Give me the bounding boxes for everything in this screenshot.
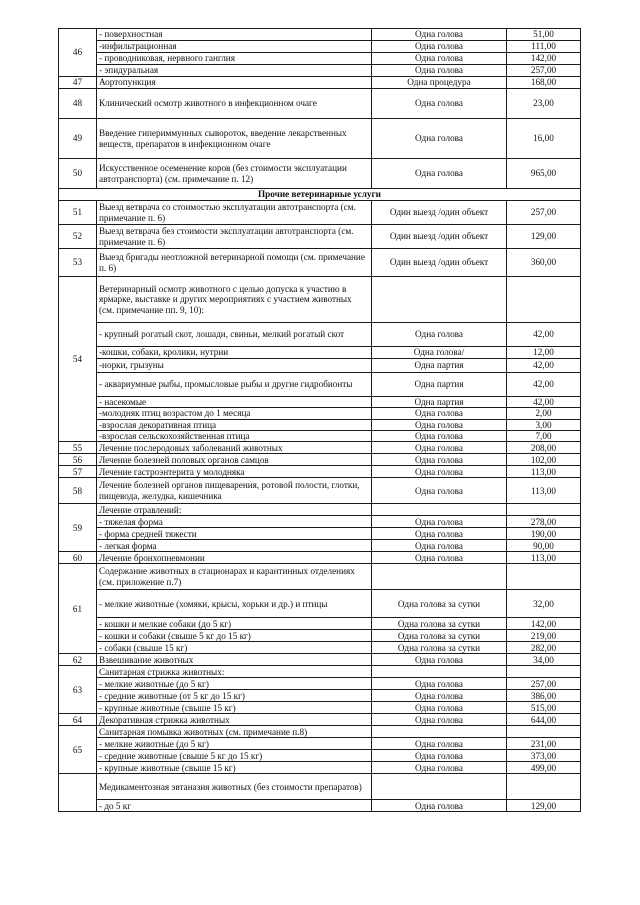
unit-cell: Одна голова за сутки: [372, 642, 507, 654]
service-name: Лечение болезней половых органов самцов: [97, 454, 372, 466]
price-cell: 3,00: [507, 419, 581, 430]
price-cell: [507, 774, 581, 800]
price-cell: [507, 504, 581, 516]
price-cell: 219,00: [507, 630, 581, 642]
service-name: Выезд ветврача со стоимостью эксплуатации автотранспорта (см. примечание п. 6): [97, 201, 372, 225]
unit-cell: Одна голова: [372, 552, 507, 564]
service-name: - средние животные (свыше 5 кг до 15 кг): [97, 750, 372, 762]
price-cell: 278,00: [507, 516, 581, 528]
price-cell: 257,00: [507, 201, 581, 225]
price-cell: 644,00: [507, 714, 581, 726]
section-row: [59, 189, 581, 201]
unit-cell: Одна голова за сутки: [372, 618, 507, 630]
row-number: 51: [59, 201, 97, 225]
table-row: [59, 419, 581, 430]
service-name: Содержание животных в стационарах и карантинных отделениях (см. приложение п.7): [97, 564, 372, 590]
table-row: [59, 528, 581, 540]
table-row: [59, 666, 581, 678]
row-number: [59, 774, 97, 812]
unit-cell: Один выезд /один объект: [372, 249, 507, 277]
price-cell: 190,00: [507, 528, 581, 540]
price-table: [58, 28, 581, 812]
unit-cell: Одна партия: [372, 359, 507, 373]
service-name: Лечение гастроэнтерита у молодняка: [97, 466, 372, 478]
price-cell: 499,00: [507, 762, 581, 774]
price-cell: 965,00: [507, 159, 581, 189]
price-cell: 23,00: [507, 89, 581, 119]
service-name: Взвешивание животных: [97, 654, 372, 666]
table-row: [59, 29, 581, 41]
unit-cell: Одна голова: [372, 466, 507, 478]
table-row: [59, 408, 581, 419]
unit-cell: Одна голова: [372, 678, 507, 690]
unit-cell: Одна партия: [372, 373, 507, 397]
unit-cell: [372, 726, 507, 738]
row-number: 58: [59, 478, 97, 504]
price-cell: 113,00: [507, 466, 581, 478]
unit-cell: Одна голова: [372, 53, 507, 65]
table-row: [59, 590, 581, 618]
row-number: 47: [59, 77, 97, 89]
price-cell: 373,00: [507, 750, 581, 762]
unit-cell: Одна голова: [372, 419, 507, 430]
table-row: [59, 373, 581, 397]
unit-cell: Одна голова за сутки: [372, 630, 507, 642]
table-row: [59, 552, 581, 564]
service-name: Ветеринарный осмотр животного с целью допуска к участию в ярмарке, выставке и других мероприятиях с участием животных (см. примечание пп. 9, 10):: [97, 277, 372, 323]
service-name: - крупные животные (свыше 15 кг): [97, 702, 372, 714]
table-row: [59, 41, 581, 53]
service-name: - мелкие животные (хомяки, крысы, хорьки и др.) и птицы: [97, 590, 372, 618]
price-cell: 16,00: [507, 119, 581, 159]
price-cell: 168,00: [507, 77, 581, 89]
unit-cell: Одна голова: [372, 714, 507, 726]
price-cell: 129,00: [507, 800, 581, 812]
price-cell: 42,00: [507, 397, 581, 408]
service-name: Искусственное осеменение коров (без стоимости эксплуатации автотранспорта) (см. примечание п. 12): [97, 159, 372, 189]
service-name: Лечение бронхопневмонии: [97, 552, 372, 564]
unit-cell: Одна голова: [372, 702, 507, 714]
service-name: -кошки, собаки, кролики, нутрии: [97, 347, 372, 359]
price-cell: [507, 726, 581, 738]
table-row: [59, 347, 581, 359]
price-cell: 113,00: [507, 552, 581, 564]
unit-cell: Одна голова: [372, 540, 507, 552]
service-name: - кошки и собаки (свыше 5 кг до 15 кг): [97, 630, 372, 642]
table-row: [59, 53, 581, 65]
price-cell: 42,00: [507, 359, 581, 373]
table-row: [59, 65, 581, 77]
service-name: - легкая форма: [97, 540, 372, 552]
unit-cell: Одна голова: [372, 800, 507, 812]
unit-cell: Одна голова: [372, 478, 507, 504]
unit-cell: Одна голова: [372, 65, 507, 77]
service-name: - эпидуральная: [97, 65, 372, 77]
unit-cell: Одна голова: [372, 442, 507, 454]
table-row: [59, 442, 581, 454]
table-row: [59, 800, 581, 812]
unit-cell: Одна голова: [372, 516, 507, 528]
unit-cell: [372, 504, 507, 516]
unit-cell: Одна голова: [372, 408, 507, 419]
service-name: Санитарная помывка животных (см. примечание п.8): [97, 726, 372, 738]
price-cell: 102,00: [507, 454, 581, 466]
unit-cell: [372, 277, 507, 323]
service-name: -норки, грызуны: [97, 359, 372, 373]
service-name: Лечение отравлений:: [97, 504, 372, 516]
unit-cell: [372, 774, 507, 800]
table-row: [59, 478, 581, 504]
price-cell: 386,00: [507, 690, 581, 702]
table-row: [59, 774, 581, 800]
table-row: [59, 540, 581, 552]
service-name: Санитарная стрижка животных:: [97, 666, 372, 678]
table-row: [59, 397, 581, 408]
service-name: - до 5 кг: [97, 800, 372, 812]
service-name: - крупные животные (свыше 15 кг): [97, 762, 372, 774]
row-number: 65: [59, 726, 97, 774]
service-name: - кошки и мелкие собаки (до 5 кг): [97, 618, 372, 630]
table-row: [59, 466, 581, 478]
price-cell: 42,00: [507, 323, 581, 347]
price-cell: 142,00: [507, 53, 581, 65]
table-row: [59, 714, 581, 726]
service-name: Лечение послеродовых заболеваний животных: [97, 442, 372, 454]
price-cell: 208,00: [507, 442, 581, 454]
unit-cell: [372, 666, 507, 678]
table-row: [59, 762, 581, 774]
row-number: 64: [59, 714, 97, 726]
table-row: [59, 642, 581, 654]
service-name: Выезд ветврача без стоимости эксплуатации автотранспорта (см. примечание п. 6): [97, 225, 372, 249]
table-row: [59, 504, 581, 516]
table-row: [59, 89, 581, 119]
row-number: 60: [59, 552, 97, 564]
service-name: Аортопункция: [97, 77, 372, 89]
table-row: [59, 618, 581, 630]
table-row: [59, 564, 581, 590]
row-number: 49: [59, 119, 97, 159]
row-number: 61: [59, 564, 97, 654]
price-cell: 2,00: [507, 408, 581, 419]
row-number: 53: [59, 249, 97, 277]
service-name: -взрослая сельскохозяйственная птица: [97, 430, 372, 441]
unit-cell: Одна голова: [372, 738, 507, 750]
row-number: 59: [59, 504, 97, 552]
unit-cell: Один выезд /один объект: [372, 225, 507, 249]
unit-cell: Одна голова: [372, 323, 507, 347]
price-cell: 32,00: [507, 590, 581, 618]
unit-cell: Одна голова: [372, 119, 507, 159]
unit-cell: Одна голова: [372, 654, 507, 666]
table-row: [59, 225, 581, 249]
table-row: [59, 430, 581, 441]
service-name: - крупный рогатый скот, лошади, свиньи, мелкий рогатый скот: [97, 323, 372, 347]
unit-cell: Одна голова: [372, 762, 507, 774]
row-number: 48: [59, 89, 97, 119]
price-cell: 282,00: [507, 642, 581, 654]
row-number: 63: [59, 666, 97, 714]
unit-cell: Одна голова: [372, 29, 507, 41]
price-cell: 231,00: [507, 738, 581, 750]
unit-cell: Одна голова: [372, 528, 507, 540]
price-cell: 7,00: [507, 430, 581, 441]
price-cell: [507, 277, 581, 323]
table-row: [59, 738, 581, 750]
table-row: [59, 654, 581, 666]
service-name: - аквариумные рыбы, промысловые рыбы и другие гидробионты: [97, 373, 372, 397]
service-name: - мелкие животные (до 5 кг): [97, 738, 372, 750]
section-title: Прочие ветеринарные услуги: [59, 189, 581, 201]
service-name: Медикаментозная эвтаназия животных (без стоимости препаратов): [97, 774, 372, 800]
service-name: Лечение болезней органов пищеварения, ротовой полости, глотки, пищевода, желудка, кишечника: [97, 478, 372, 504]
service-name: - мелкие животные (до 5 кг): [97, 678, 372, 690]
table-row: [59, 702, 581, 714]
service-name: - средние животные (от 5 кг до 15 кг): [97, 690, 372, 702]
unit-cell: [372, 564, 507, 590]
unit-cell: Один выезд /один объект: [372, 201, 507, 225]
service-name: -молодняк птиц возрастом до 1 месяца: [97, 408, 372, 419]
price-cell: 257,00: [507, 65, 581, 77]
table-row: [59, 359, 581, 373]
unit-cell: Одна голова за сутки: [372, 590, 507, 618]
price-cell: 42,00: [507, 373, 581, 397]
unit-cell: Одна процедура: [372, 77, 507, 89]
unit-cell: Одна голова: [372, 41, 507, 53]
unit-cell: Одна голова: [372, 89, 507, 119]
price-cell: 111,00: [507, 41, 581, 53]
price-cell: [507, 564, 581, 590]
table-row: [59, 201, 581, 225]
service-name: - собаки (свыше 15 кг): [97, 642, 372, 654]
price-cell: 142,00: [507, 618, 581, 630]
price-cell: 129,00: [507, 225, 581, 249]
price-cell: 515,00: [507, 702, 581, 714]
row-number: 62: [59, 654, 97, 666]
service-name: Клинический осмотр животного в инфекционном очаге: [97, 89, 372, 119]
service-name: - форма средней тяжести: [97, 528, 372, 540]
table-row: [59, 678, 581, 690]
service-name: - насекомые: [97, 397, 372, 408]
row-number: 57: [59, 466, 97, 478]
service-name: -инфильтрационная: [97, 41, 372, 53]
table-row: [59, 690, 581, 702]
price-cell: 34,00: [507, 654, 581, 666]
service-name: Выезд бригады неотложной ветеринарной помощи (см. примечание п. 6): [97, 249, 372, 277]
unit-cell: Одна голова: [372, 454, 507, 466]
row-number: 54: [59, 277, 97, 442]
table-row: [59, 119, 581, 159]
row-number: 52: [59, 225, 97, 249]
price-cell: 257,00: [507, 678, 581, 690]
table-row: [59, 249, 581, 277]
unit-cell: Одна партия: [372, 397, 507, 408]
table-row: [59, 77, 581, 89]
unit-cell: Одна голова: [372, 159, 507, 189]
price-cell: 51,00: [507, 29, 581, 41]
row-number: 56: [59, 454, 97, 466]
row-number: 55: [59, 442, 97, 454]
table-row: [59, 516, 581, 528]
service-name: - тяжелая форма: [97, 516, 372, 528]
price-cell: [507, 666, 581, 678]
service-name: - поверхностная: [97, 29, 372, 41]
unit-cell: Одна голова: [372, 690, 507, 702]
row-number: 50: [59, 159, 97, 189]
table-row: [59, 726, 581, 738]
service-name: -взрослая декоративная птица: [97, 419, 372, 430]
price-cell: 90,00: [507, 540, 581, 552]
price-cell: 113,00: [507, 478, 581, 504]
unit-cell: Одна голова/: [372, 347, 507, 359]
table-row: [59, 277, 581, 323]
row-number: 46: [59, 29, 97, 77]
table-row: [59, 323, 581, 347]
table-row: [59, 159, 581, 189]
service-name: Введение гипериммунных сывороток, введение лекарственных веществ, препаратов в инфекционном очаге: [97, 119, 372, 159]
price-cell: 360,00: [507, 249, 581, 277]
price-cell: 12,00: [507, 347, 581, 359]
unit-cell: Одна голова: [372, 430, 507, 441]
service-name: Декоративная стрижка животных: [97, 714, 372, 726]
table-row: [59, 630, 581, 642]
service-name: - проводниковая, нервного ганглия: [97, 53, 372, 65]
table-row: [59, 454, 581, 466]
table-row: [59, 750, 581, 762]
unit-cell: Одна голова: [372, 750, 507, 762]
